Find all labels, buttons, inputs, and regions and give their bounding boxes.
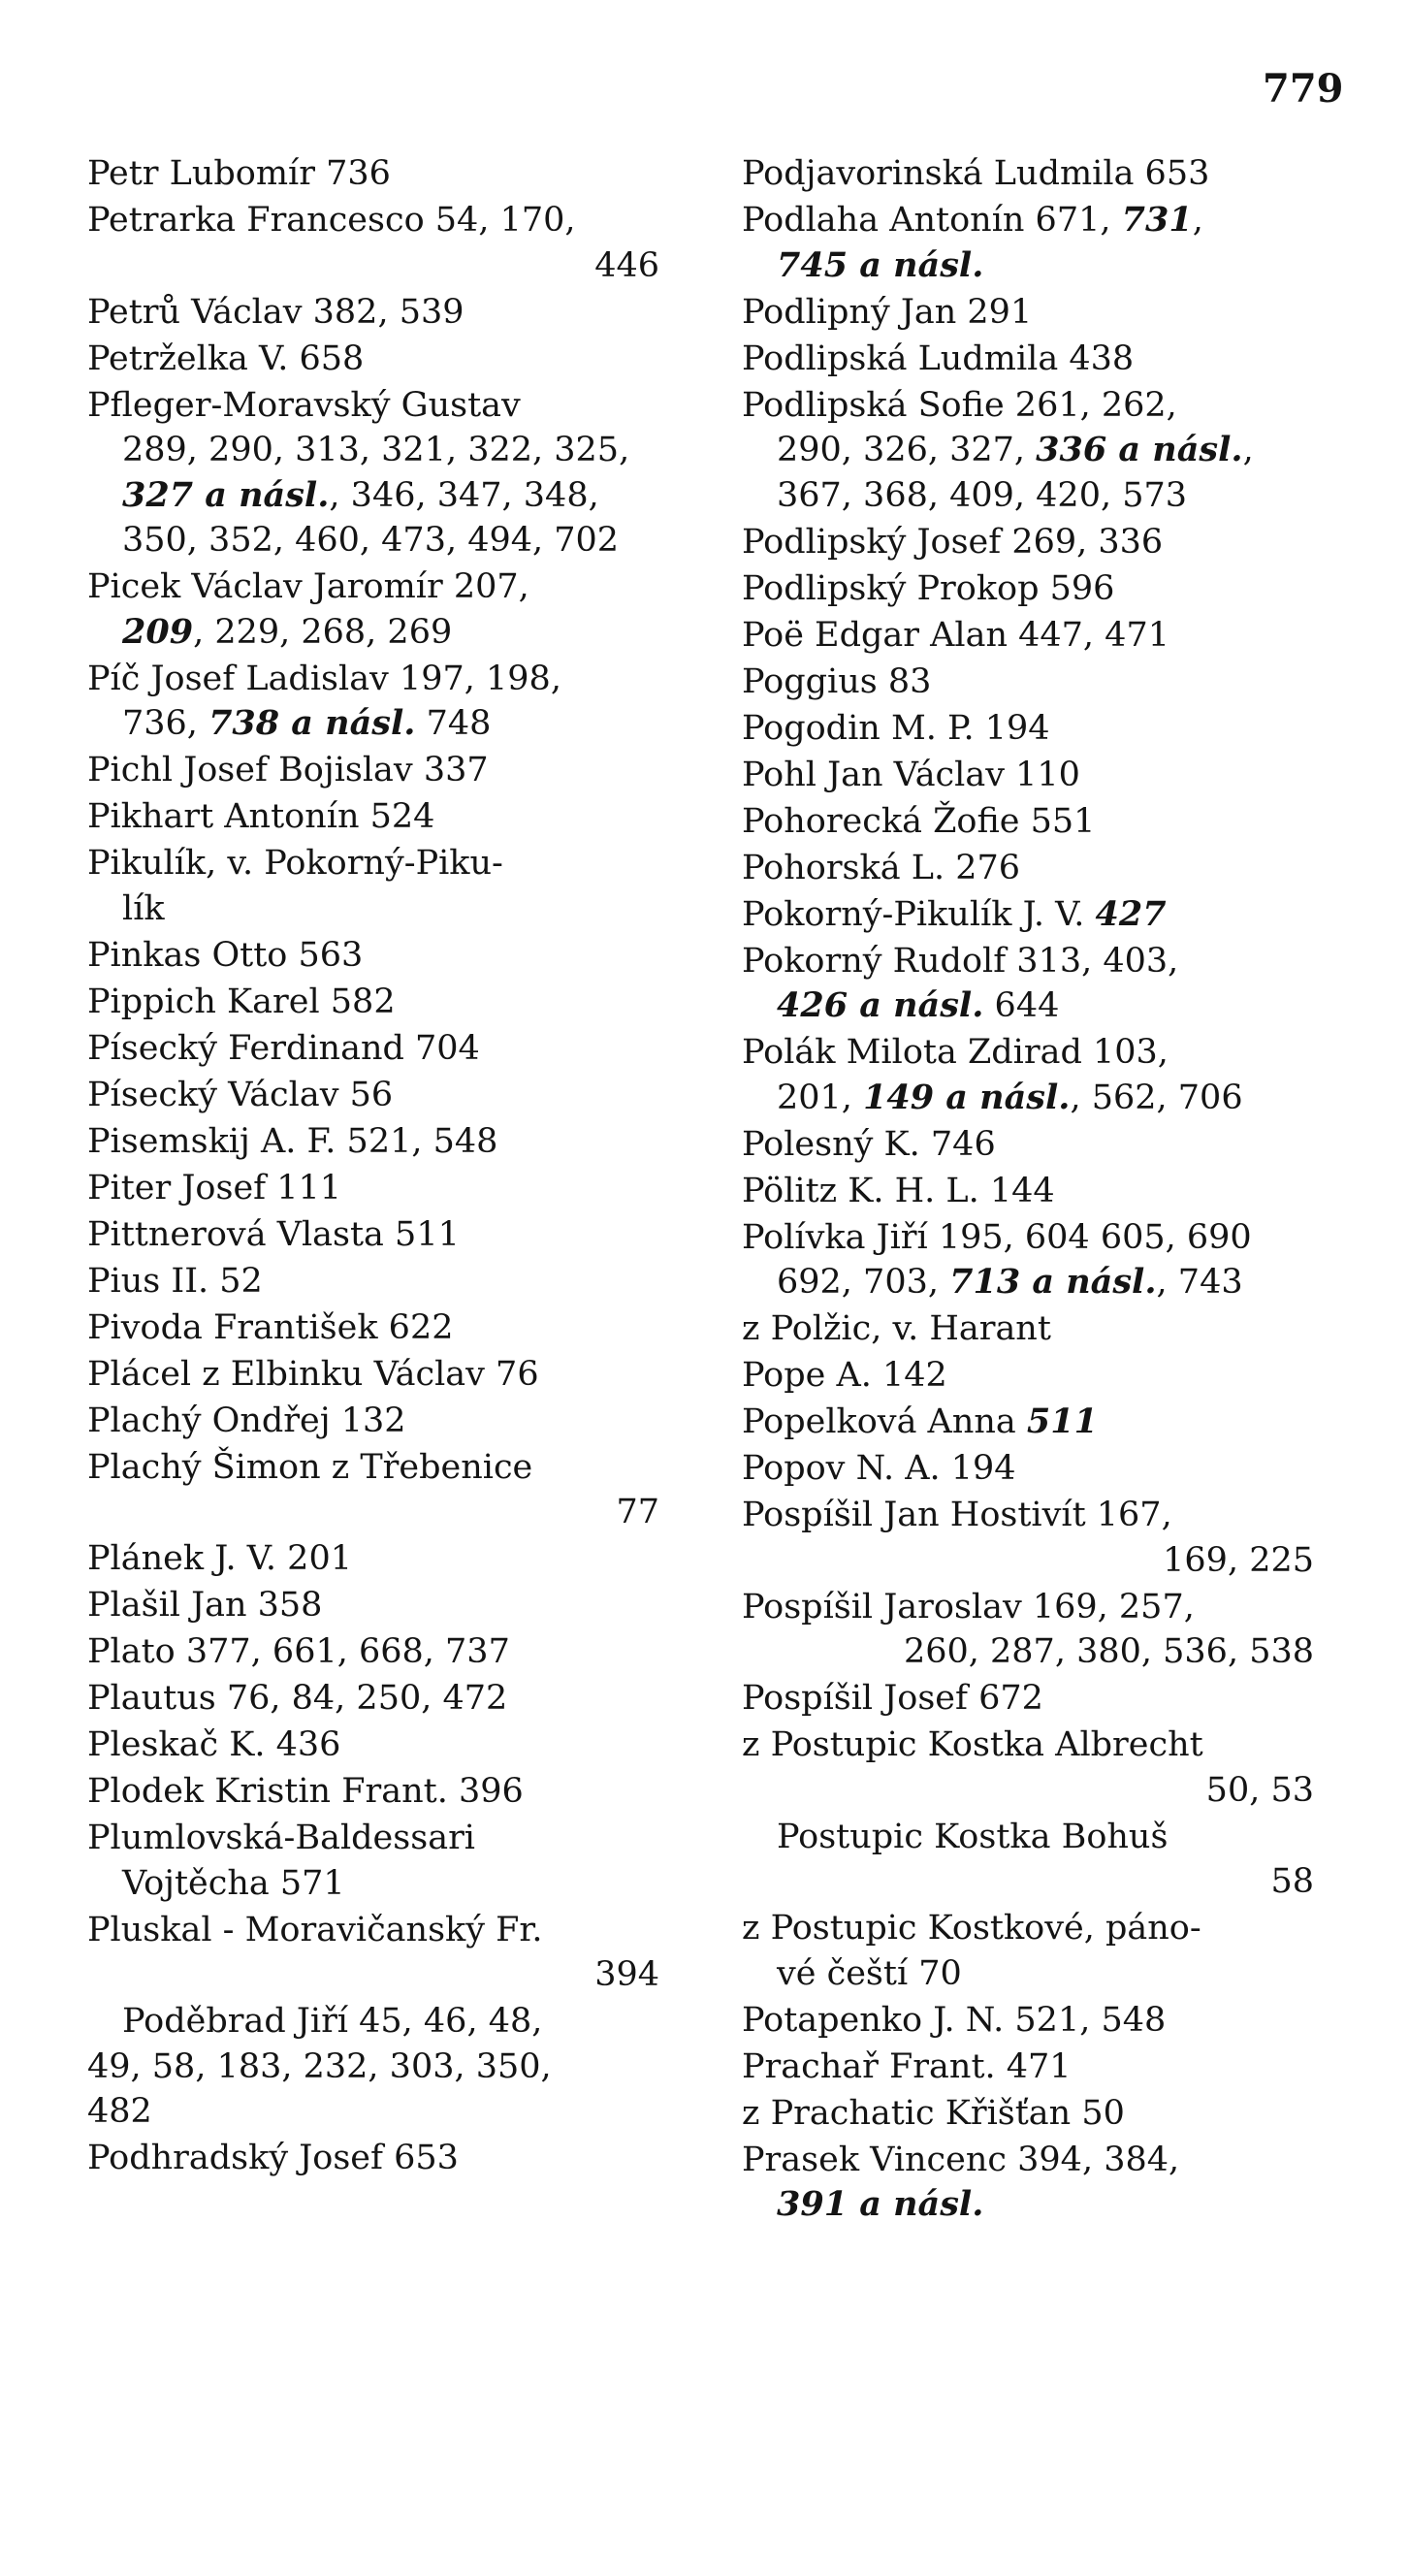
entry-line: Plumlovská-Baldessari <box>87 1819 475 1857</box>
italic-reference: 738 a násl. <box>208 703 416 743</box>
entry-continuation-line: Vojtěcha 571 <box>122 1863 345 1903</box>
index-entry <box>742 1306 1314 1352</box>
index-entry <box>742 753 1314 798</box>
index-entry <box>87 1073 659 1118</box>
entry-line: Pikhart Antonín 524 <box>87 797 435 836</box>
index-entry <box>87 933 659 979</box>
entry-line: Pogodin M. P. 194 <box>742 708 1050 748</box>
index-entry <box>87 1119 659 1165</box>
entry-line: Plašil Jan 358 <box>87 1586 323 1625</box>
italic-reference: 149 a násl. <box>863 1077 1071 1117</box>
entry-line: Potapenko J. N. 521, 548 <box>742 2000 1167 2040</box>
entry-line: Pinkas Otto 563 <box>87 935 364 975</box>
entry-continuation-line: 201, 149 a násl., 562, 706 <box>777 1077 1243 1117</box>
index-entry <box>87 1212 659 1258</box>
index-entry <box>87 1305 659 1351</box>
entry-continuation-line <box>742 243 1314 289</box>
entry-continuation-line: 736, 738 a násl. 748 <box>122 703 492 743</box>
entry-continuation-line: 169, 225 <box>1163 1540 1314 1580</box>
entry-line: Podlipný Jan 291 <box>742 292 1033 332</box>
entry-line: Písecký Ferdinand 704 <box>87 1028 480 1068</box>
entry-line: Píč Josef Ladislav 197, 198, <box>87 659 561 698</box>
index-entry <box>87 1583 659 1628</box>
entry-line: Postupic Kostka Bohuš <box>777 1817 1169 1856</box>
entry-line: Poděbrad Jiří 45, 46, 48, <box>122 2002 543 2041</box>
index-entry <box>742 613 1314 659</box>
entry-line: Pohl Jan Václav 110 <box>742 755 1080 794</box>
entry-line: Pichl Josef Bojislav 337 <box>87 751 489 789</box>
index-entry <box>742 939 1314 1029</box>
entry-continuation-line: 327 a násl., 346, 347, 348, <box>122 474 599 515</box>
entry-line: Popelková Anna 511 <box>742 1401 1098 1441</box>
entry-continuation-line: lík <box>122 888 165 928</box>
index-entry <box>742 198 1314 288</box>
entry-line: Plachý Šimon z Třebenice <box>87 1447 533 1487</box>
entry-line: Pohorecká Žofie 551 <box>742 801 1096 841</box>
index-entry <box>742 1030 1314 1120</box>
entry-continuation-line: 692, 703, 713 a násl., 743 <box>777 1262 1243 1302</box>
index-column-right <box>742 151 1314 2229</box>
entry-line: Petr Lubomír 736 <box>87 154 391 193</box>
index-entry <box>87 2136 659 2181</box>
entry-line: Podlipský Prokop 596 <box>742 568 1115 608</box>
index-entry <box>742 799 1314 845</box>
index-entry <box>742 566 1314 612</box>
entry-continuation-line: 289, 290, 313, 321, 322, 325, <box>122 431 630 469</box>
index-entry <box>87 794 659 840</box>
entry-line: Pfleger-Moravský Gustav <box>87 385 521 425</box>
entry-line: Polesný K. 746 <box>742 1124 996 1164</box>
entry-continuation-line: 426 a násl. 644 <box>777 985 1060 1025</box>
index-entry <box>742 290 1314 336</box>
entry-line: Pisemskij A. F. 521, 548 <box>87 1121 498 1161</box>
index-entry <box>742 706 1314 752</box>
italic-reference: 391 a násl. <box>777 2184 984 2224</box>
entry-line: Plácel z Elbinku Václav 76 <box>87 1354 539 1394</box>
entry-line: Podlipská Sofie 261, 262, <box>742 385 1177 425</box>
index-entry <box>742 1815 1314 1905</box>
entry-line: Podlipský Josef 269, 336 <box>742 522 1164 562</box>
entry-line: Prasek Vincenc 394, 384, <box>742 2140 1180 2179</box>
entry-line: Popov N. A. 194 <box>742 1449 1016 1488</box>
entry-line: Pivoda František 622 <box>87 1307 454 1347</box>
entry-line: Pospíšil Jan Hostivít 167, <box>742 1496 1172 1534</box>
entry-continuation-line: 350, 352, 460, 473, 494, 702 <box>122 521 620 560</box>
italic-reference: 426 a násl. <box>777 985 984 1025</box>
index-entry <box>87 748 659 793</box>
index-entry <box>87 1676 659 1722</box>
entry-line: Petrželka V. 658 <box>87 338 365 378</box>
entry-line: Petrarka Francesco 54, 170, <box>87 201 576 240</box>
index-entry <box>742 2138 1314 2228</box>
index-entry <box>87 1536 659 1582</box>
italic-reference: 731 <box>1121 200 1193 240</box>
index-entry <box>742 520 1314 565</box>
entry-line: Pippich Karel 582 <box>87 982 396 1021</box>
entry-continuation-line: 482 <box>87 2092 152 2131</box>
entry-continuation-line: 209, 229, 268, 269 <box>122 611 453 652</box>
index-entry <box>742 1400 1314 1445</box>
entry-line: Plautus 76, 84, 250, 472 <box>87 1679 508 1718</box>
italic-reference: 427 <box>1095 893 1167 934</box>
index-column-left <box>87 151 659 2182</box>
index-entry <box>87 564 659 655</box>
entry-line: Plachý Ondřej 132 <box>87 1401 406 1440</box>
index-entry <box>87 1629 659 1675</box>
index-entry <box>87 1445 659 1535</box>
index-entry <box>87 1769 659 1815</box>
entry-line: Pope A. 142 <box>742 1356 947 1395</box>
index-entry <box>87 1723 659 1768</box>
entry-line: Podjavorinská Ludmila 653 <box>742 154 1210 193</box>
index-entry <box>87 1399 659 1444</box>
index-entry <box>87 657 659 747</box>
entry-line: Podhradský Josef 653 <box>87 2139 459 2177</box>
index-entry <box>742 2045 1314 2090</box>
italic-reference: 745 a násl. <box>777 244 984 285</box>
entry-line: Pleskač K. 436 <box>87 1725 341 1764</box>
entry-continuation-line: vé čeští 70 <box>777 1953 962 1993</box>
entry-continuation-line: 77 <box>616 1493 659 1531</box>
entry-line: Polák Milota Zdirad 103, <box>742 1033 1169 1072</box>
entry-line: Pius II. 52 <box>87 1261 263 1301</box>
entry-line: Písecký Václav 56 <box>87 1075 394 1114</box>
entry-line: Podlipská Ludmila 438 <box>742 338 1135 378</box>
index-entry <box>742 846 1314 891</box>
index-entry <box>742 1122 1314 1168</box>
entry-line: Pluskal - Moravičanský Fr. <box>87 1910 543 1949</box>
index-entry <box>87 1352 659 1398</box>
index-entry <box>87 841 659 931</box>
index-entry <box>87 290 659 336</box>
entry-continuation-line: 50, 53 <box>1205 1770 1314 1810</box>
entry-line: Poë Edgar Alan 447, 471 <box>742 615 1169 655</box>
entry-line: Petrů Václav 382, 539 <box>87 292 464 332</box>
entry-continuation-line: 446 <box>594 245 659 285</box>
entry-line: Pölitz K. H. L. 144 <box>742 1171 1055 1210</box>
italic-reference: 209 <box>122 611 194 652</box>
index-entry <box>742 1493 1314 1583</box>
index-entry <box>87 1816 659 1906</box>
italic-reference: 511 <box>1026 1401 1098 1441</box>
entry-line: Polívka Jiří 195, 604 605, 690 <box>742 1217 1252 1257</box>
index-entry <box>87 1166 659 1211</box>
index-entry <box>742 1446 1314 1492</box>
italic-reference: 336 a násl. <box>1036 430 1243 469</box>
entry-line: Prachař Frant. 471 <box>742 2046 1072 2086</box>
entry-line: Plodek Kristin Frant. 396 <box>87 1772 524 1811</box>
index-entry <box>742 660 1314 705</box>
index-entry <box>742 1353 1314 1399</box>
index-entry <box>87 980 659 1025</box>
index-entry <box>742 2091 1314 2137</box>
entry-line: Plánek J. V. 201 <box>87 1539 352 1578</box>
index-entry <box>87 1999 659 2135</box>
index-entry <box>742 1723 1314 1813</box>
entry-continuation-line: 367, 368, 409, 420, 573 <box>777 475 1188 515</box>
entry-line: Piter Josef 111 <box>87 1168 342 1208</box>
index-entry <box>742 1215 1314 1305</box>
entry-line: Pohorská L. 276 <box>742 848 1021 887</box>
entry-line: z Postupic Kostkové, páno- <box>742 1909 1201 1948</box>
entry-continuation-line <box>742 2182 1314 2228</box>
index-entry <box>742 1169 1314 1214</box>
italic-reference: 713 a násl. <box>949 1262 1157 1302</box>
entry-line: z Prachatic Křišťan 50 <box>742 2093 1125 2133</box>
index-entry <box>87 151 659 197</box>
entry-line: Pokorný Rudolf 313, 403, <box>742 941 1179 981</box>
index-entry <box>87 337 659 382</box>
entry-line: Podlaha Antonín 671, 731, <box>742 200 1203 240</box>
index-entry <box>742 383 1314 519</box>
entry-line: Poggius 83 <box>742 661 932 701</box>
entry-line: Plato 377, 661, 668, 737 <box>87 1632 510 1671</box>
index-entry <box>742 337 1314 382</box>
index-entry <box>742 1676 1314 1722</box>
entry-line: Pittnerová Vlasta 511 <box>87 1214 460 1254</box>
index-entry <box>87 1259 659 1304</box>
italic-reference: 327 a násl. <box>122 474 330 515</box>
entry-line: Picek Václav Jaromír 207, <box>87 567 529 606</box>
index-entry <box>87 1908 659 1998</box>
entry-continuation-line: 290, 326, 327, 336 a násl., <box>777 430 1254 469</box>
entry-continuation-line: 49, 58, 183, 232, 303, 350, <box>87 2046 552 2086</box>
entry-line: Pokorný-Pikulík J. V. 427 <box>742 893 1167 934</box>
index-entry <box>742 1998 1314 2044</box>
entry-continuation-line: 58 <box>1270 1862 1314 1901</box>
index-entry <box>742 151 1314 197</box>
entry-continuation-line: 394 <box>594 1955 659 1994</box>
entry-line: Pikulík, v. Pokorný-Piku- <box>87 844 503 883</box>
entry-line: z Polžic, v. Harant <box>742 1309 1051 1348</box>
index-entry <box>742 892 1314 938</box>
index-entry <box>87 1026 659 1072</box>
index-entry <box>742 1906 1314 1996</box>
index-entry <box>87 198 659 288</box>
index-entry <box>87 383 659 564</box>
entry-line: z Postupic Kostka Albrecht <box>742 1725 1203 1764</box>
entry-line: Pospíšil Josef 672 <box>742 1679 1043 1718</box>
index-entry <box>742 1585 1314 1675</box>
entry-continuation-line: 260, 287, 380, 536, 538 <box>903 1632 1314 1671</box>
page-number: 779 <box>1263 66 1344 112</box>
entry-line: Pospíšil Jaroslav 169, 257, <box>742 1587 1195 1626</box>
